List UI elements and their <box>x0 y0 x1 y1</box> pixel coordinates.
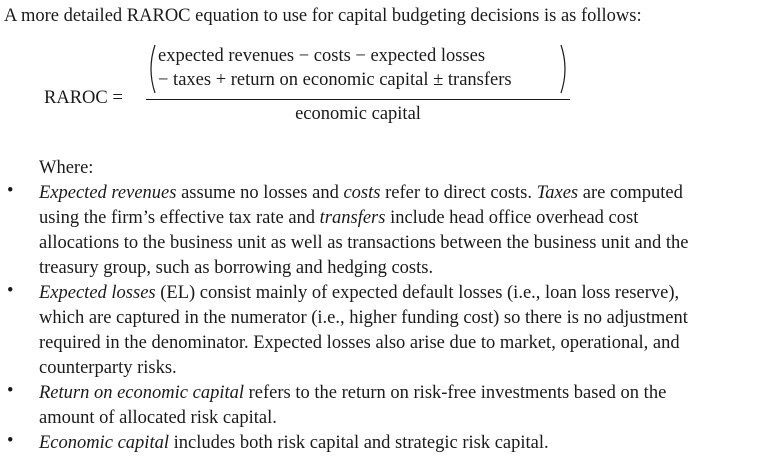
definitions-list <box>0 181 773 456</box>
equation-numerator <box>146 44 570 98</box>
text-run: includes both risk capital and strategic risk capital. <box>168 433 549 453</box>
fraction-bar <box>146 99 570 100</box>
list-item <box>0 431 773 456</box>
list-item <box>0 181 773 281</box>
text-line <box>39 206 773 231</box>
italic-term: Expected losses <box>39 283 156 303</box>
text-run: required in the denominator. Expected losses also arise due to market, operational, and <box>39 333 680 353</box>
text-line <box>39 256 773 281</box>
bullet-marker: • <box>7 181 14 201</box>
text-line <box>39 181 773 206</box>
text-line <box>39 331 773 356</box>
italic-term: Taxes <box>536 183 579 203</box>
numerator-line-2: − taxes + return on economic capital ± transfers <box>158 70 512 90</box>
text-run: refers to the return on risk-free investments based on the <box>244 383 667 403</box>
italic-term: Return on economic capital <box>39 383 244 403</box>
bullet-marker: • <box>7 381 14 401</box>
italic-term: costs <box>343 183 381 203</box>
list-item-text <box>39 431 773 456</box>
text-line <box>39 281 773 306</box>
text-run: include head office overhead cost <box>385 208 639 228</box>
text-run: assume no losses and <box>176 183 344 203</box>
text-run: allocations to the business unit as well as transactions between the business unit and the <box>39 233 689 253</box>
text-line <box>39 306 773 331</box>
text-run: counterparty risks. <box>39 358 177 378</box>
intro-paragraph: A more detailed RAROC equation to use for capital budgeting decisions is as follows: <box>4 6 642 26</box>
list-item <box>0 281 773 381</box>
text-line <box>39 406 773 431</box>
text-run: amount of allocated risk capital. <box>39 408 277 428</box>
numerator-line-1: expected revenues − costs − expected losses <box>158 46 486 66</box>
left-parenthesis <box>146 44 156 94</box>
text-run: refer to direct costs. <box>380 183 537 203</box>
bullet-marker: • <box>7 431 14 451</box>
text-line <box>39 356 773 381</box>
list-item-text <box>39 381 773 431</box>
text-run: using the firm’s effective tax rate and <box>39 208 320 228</box>
equation-denominator: economic capital <box>295 104 421 124</box>
bullet-marker: • <box>7 281 14 301</box>
equation-lhs: RAROC = <box>44 88 123 108</box>
text-line <box>39 231 773 256</box>
text-line <box>39 381 773 406</box>
italic-term: Economic capital <box>39 433 169 453</box>
text-run: which are captured in the numerator (i.e., higher funding cost) so there is no adjustment <box>39 308 688 328</box>
right-parenthesis <box>560 44 570 94</box>
list-item <box>0 381 773 431</box>
text-line <box>39 431 773 456</box>
text-run: treasury group, such as borrowing and hedging costs. <box>39 258 434 278</box>
where-label: Where: <box>39 158 94 178</box>
text-run: are computed <box>578 183 683 203</box>
italic-term: transfers <box>319 208 386 228</box>
italic-term: Expected revenues <box>39 183 177 203</box>
list-item-text <box>39 281 773 381</box>
list-item-text <box>39 181 773 281</box>
text-run: (EL) consist mainly of expected default losses (i.e., loan loss reserve), <box>155 283 680 303</box>
